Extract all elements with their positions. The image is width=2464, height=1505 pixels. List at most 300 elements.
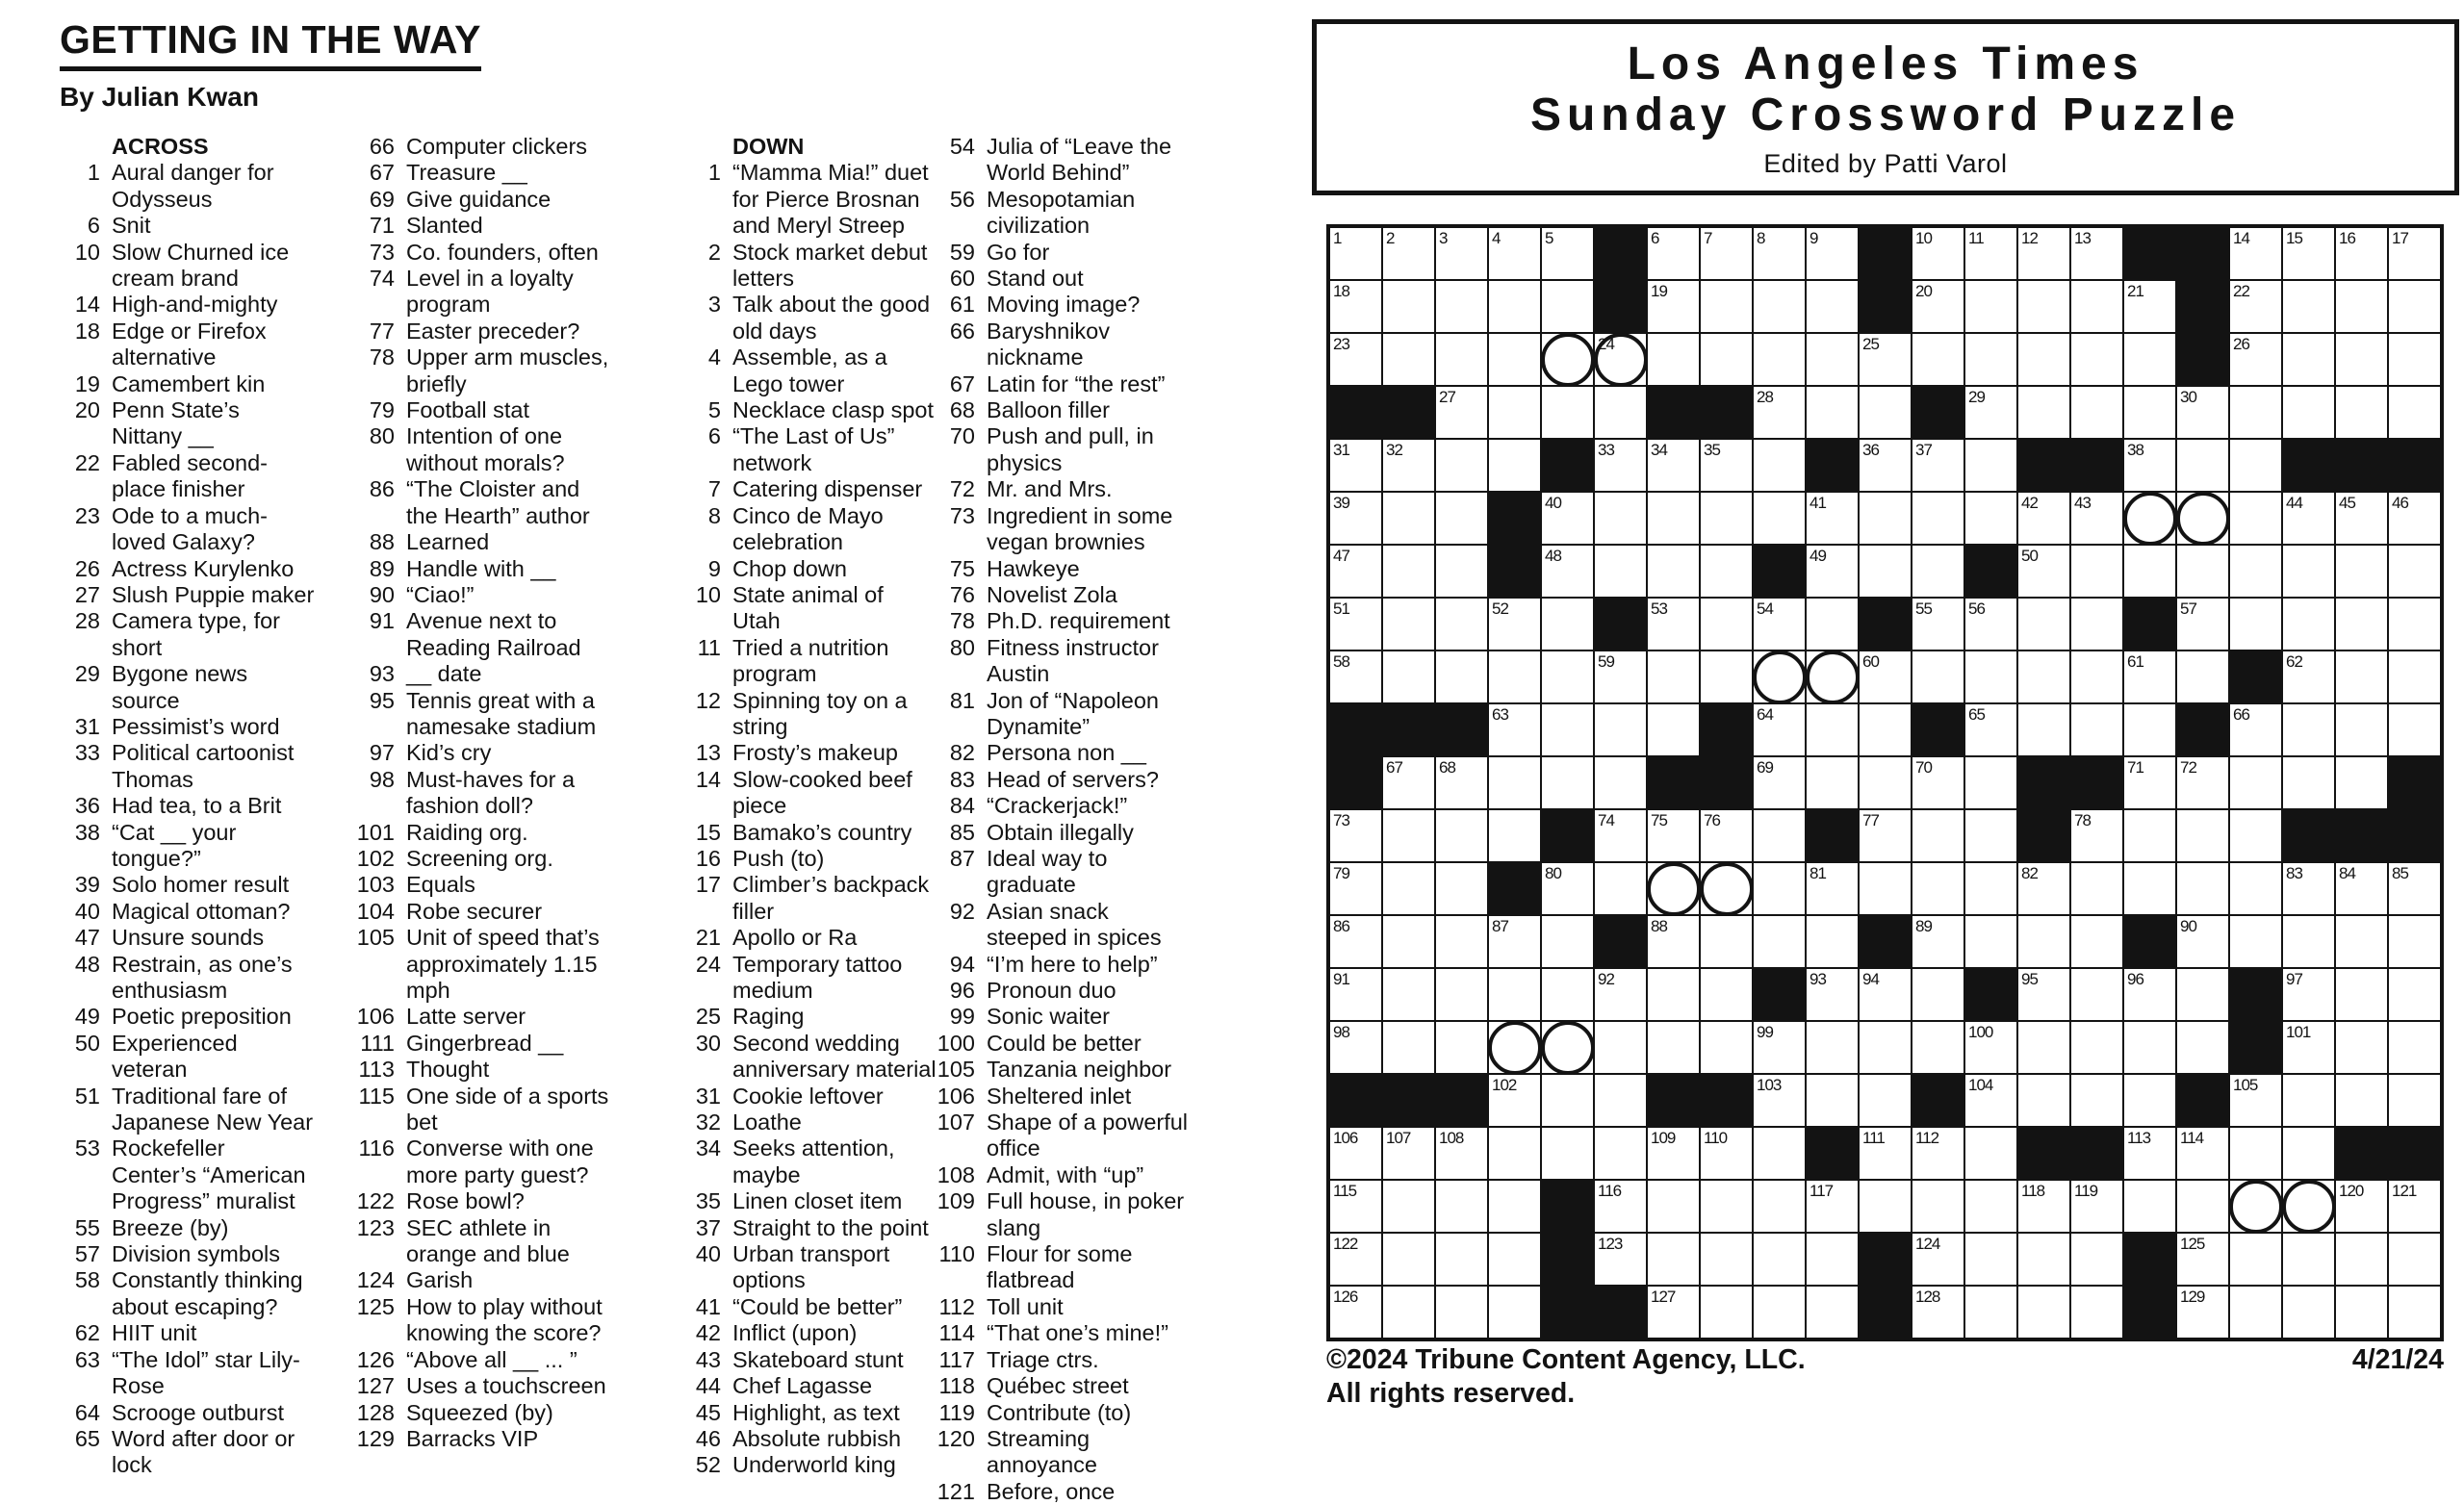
grid-cell[interactable]	[2018, 1287, 2069, 1338]
grid-cell[interactable]	[1489, 969, 1540, 1020]
grid-cell[interactable]	[2018, 334, 2069, 385]
grid-cell[interactable]	[1912, 493, 1964, 544]
grid-cell[interactable]	[1860, 810, 1911, 861]
grid-cell[interactable]	[2336, 1287, 2387, 1338]
grid-cell[interactable]	[2018, 546, 2069, 597]
grid-cell[interactable]	[2018, 969, 2069, 1020]
grid-cell[interactable]	[2283, 546, 2334, 597]
grid-cell[interactable]	[1701, 1234, 1752, 1285]
grid-cell[interactable]	[1912, 1022, 1964, 1073]
grid-cell[interactable]	[1807, 1181, 1858, 1232]
grid-cell[interactable]	[2071, 1234, 2122, 1285]
grid-cell[interactable]	[2389, 599, 2440, 650]
grid-cell[interactable]	[2283, 1022, 2334, 1073]
grid-cell[interactable]	[1754, 1128, 1805, 1179]
grid-cell[interactable]	[1912, 1128, 1964, 1179]
grid-cell[interactable]	[1542, 228, 1593, 279]
grid-cell[interactable]	[2177, 810, 2228, 861]
grid-cell[interactable]	[1860, 757, 1911, 808]
grid-cell[interactable]	[1330, 228, 1381, 279]
grid-cell[interactable]	[2389, 1075, 2440, 1126]
grid-cell[interactable]	[1701, 228, 1752, 279]
grid-cell[interactable]	[1489, 387, 1540, 438]
grid-cell[interactable]	[2389, 281, 2440, 332]
grid-cell[interactable]	[1648, 228, 1699, 279]
grid-cell[interactable]	[1754, 493, 1805, 544]
grid-cell[interactable]	[1330, 281, 1381, 332]
grid-cell[interactable]	[1701, 334, 1752, 385]
grid-cell[interactable]	[2283, 334, 2334, 385]
grid-cell[interactable]	[2124, 1022, 2175, 1073]
grid-cell[interactable]	[1383, 334, 1434, 385]
grid-cell[interactable]	[1965, 1128, 2016, 1179]
grid-cell[interactable]	[1807, 651, 1858, 702]
grid-cell[interactable]	[1912, 334, 1964, 385]
grid-cell[interactable]	[2177, 1022, 2228, 1073]
grid-cell[interactable]	[2018, 1022, 2069, 1073]
grid-cell[interactable]	[1807, 916, 1858, 967]
grid-cell[interactable]	[1489, 281, 1540, 332]
grid-cell[interactable]	[2389, 863, 2440, 914]
grid-cell[interactable]	[1648, 546, 1699, 597]
grid-cell[interactable]	[1754, 810, 1805, 861]
grid-cell[interactable]	[1489, 228, 1540, 279]
grid-cell[interactable]	[2177, 1234, 2228, 1285]
grid-cell[interactable]	[1807, 599, 1858, 650]
grid-cell[interactable]	[2283, 1075, 2334, 1126]
grid-cell[interactable]	[1383, 599, 1434, 650]
grid-cell[interactable]	[1595, 704, 1646, 755]
grid-cell[interactable]	[1383, 440, 1434, 491]
grid-cell[interactable]	[1754, 228, 1805, 279]
grid-cell[interactable]	[2336, 599, 2387, 650]
grid-cell[interactable]	[1965, 916, 2016, 967]
grid-cell[interactable]	[1860, 1181, 1911, 1232]
grid-cell[interactable]	[1436, 1287, 1487, 1338]
grid-cell[interactable]	[1965, 651, 2016, 702]
grid-cell[interactable]	[2336, 1022, 2387, 1073]
grid-cell[interactable]	[1489, 1287, 1540, 1338]
grid-cell[interactable]	[1542, 757, 1593, 808]
grid-cell[interactable]	[1542, 599, 1593, 650]
grid-cell[interactable]	[2230, 387, 2281, 438]
grid-cell[interactable]	[1965, 810, 2016, 861]
grid-cell[interactable]	[2230, 228, 2281, 279]
grid-cell[interactable]	[2230, 810, 2281, 861]
grid-cell[interactable]	[2071, 810, 2122, 861]
grid-cell[interactable]	[2071, 1075, 2122, 1126]
grid-cell[interactable]	[1383, 228, 1434, 279]
grid-cell[interactable]	[1754, 757, 1805, 808]
grid-cell[interactable]	[1701, 281, 1752, 332]
grid-cell[interactable]	[2018, 387, 2069, 438]
grid-cell[interactable]	[1965, 1022, 2016, 1073]
grid-cell[interactable]	[1383, 493, 1434, 544]
grid-cell[interactable]	[1595, 387, 1646, 438]
grid-cell[interactable]	[1701, 916, 1752, 967]
grid-cell[interactable]	[1436, 757, 1487, 808]
grid-cell[interactable]	[1489, 334, 1540, 385]
grid-cell[interactable]	[2177, 546, 2228, 597]
grid-cell[interactable]	[1330, 493, 1381, 544]
grid-cell[interactable]	[2124, 863, 2175, 914]
grid-cell[interactable]	[1595, 1234, 1646, 1285]
grid-cell[interactable]	[1807, 969, 1858, 1020]
grid-cell[interactable]	[2336, 546, 2387, 597]
grid-cell[interactable]	[1965, 757, 2016, 808]
grid-cell[interactable]	[1330, 599, 1381, 650]
grid-cell[interactable]	[1330, 863, 1381, 914]
grid-cell[interactable]	[1648, 1181, 1699, 1232]
grid-cell[interactable]	[2177, 440, 2228, 491]
grid-cell[interactable]	[1489, 1181, 1540, 1232]
grid-cell[interactable]	[1542, 281, 1593, 332]
grid-cell[interactable]	[1542, 1128, 1593, 1179]
grid-cell[interactable]	[1542, 546, 1593, 597]
grid-cell[interactable]	[2389, 916, 2440, 967]
grid-cell[interactable]	[2389, 387, 2440, 438]
grid-cell[interactable]	[2124, 1181, 2175, 1232]
grid-cell[interactable]	[2336, 228, 2387, 279]
grid-cell[interactable]	[1807, 493, 1858, 544]
grid-cell[interactable]	[1383, 810, 1434, 861]
grid-cell[interactable]	[1648, 493, 1699, 544]
grid-cell[interactable]	[1912, 1234, 1964, 1285]
grid-cell[interactable]	[1542, 651, 1593, 702]
grid-cell[interactable]	[1912, 228, 1964, 279]
grid-cell[interactable]	[1965, 440, 2016, 491]
grid-cell[interactable]	[1965, 1075, 2016, 1126]
grid-cell[interactable]	[1701, 440, 1752, 491]
grid-cell[interactable]	[2283, 651, 2334, 702]
grid-cell[interactable]	[1595, 651, 1646, 702]
grid-cell[interactable]	[1860, 334, 1911, 385]
grid-cell[interactable]	[2283, 1181, 2334, 1232]
grid-cell[interactable]	[1383, 651, 1434, 702]
grid-cell[interactable]	[1754, 440, 1805, 491]
grid-cell[interactable]	[1595, 1022, 1646, 1073]
grid-cell[interactable]	[2071, 1181, 2122, 1232]
grid-cell[interactable]	[2389, 1022, 2440, 1073]
grid-cell[interactable]	[1489, 916, 1540, 967]
grid-cell[interactable]	[1912, 546, 1964, 597]
grid-cell[interactable]	[1860, 651, 1911, 702]
grid-cell[interactable]	[2071, 1287, 2122, 1338]
grid-cell[interactable]	[1595, 334, 1646, 385]
grid-cell[interactable]	[2389, 546, 2440, 597]
grid-cell[interactable]	[2124, 387, 2175, 438]
grid-cell[interactable]	[2124, 493, 2175, 544]
grid-cell[interactable]	[2071, 228, 2122, 279]
grid-cell[interactable]	[2230, 704, 2281, 755]
grid-cell[interactable]	[2336, 387, 2387, 438]
grid-cell[interactable]	[1648, 599, 1699, 650]
grid-cell[interactable]	[2230, 493, 2281, 544]
grid-cell[interactable]	[1436, 334, 1487, 385]
grid-cell[interactable]	[2230, 334, 2281, 385]
grid-cell[interactable]	[1965, 1287, 2016, 1338]
grid-cell[interactable]	[1330, 334, 1381, 385]
grid-cell[interactable]	[2071, 1022, 2122, 1073]
grid-cell[interactable]	[2071, 334, 2122, 385]
grid-cell[interactable]	[2124, 546, 2175, 597]
grid-cell[interactable]	[2283, 969, 2334, 1020]
grid-cell[interactable]	[1965, 334, 2016, 385]
grid-cell[interactable]	[2336, 916, 2387, 967]
grid-cell[interactable]	[1807, 281, 1858, 332]
grid-cell[interactable]	[2283, 281, 2334, 332]
grid-cell[interactable]	[1701, 493, 1752, 544]
grid-cell[interactable]	[2336, 969, 2387, 1020]
grid-cell[interactable]	[1807, 863, 1858, 914]
grid-cell[interactable]	[1383, 969, 1434, 1020]
grid-cell[interactable]	[2071, 281, 2122, 332]
grid-cell[interactable]	[1436, 916, 1487, 967]
grid-cell[interactable]	[1595, 969, 1646, 1020]
grid-cell[interactable]	[1648, 281, 1699, 332]
grid-cell[interactable]	[1912, 1181, 1964, 1232]
grid-cell[interactable]	[2071, 493, 2122, 544]
grid-cell[interactable]	[1489, 1128, 1540, 1179]
grid-cell[interactable]	[2071, 651, 2122, 702]
grid-cell[interactable]	[1383, 863, 1434, 914]
grid-cell[interactable]	[2230, 599, 2281, 650]
grid-cell[interactable]	[1701, 1128, 1752, 1179]
grid-cell[interactable]	[1436, 863, 1487, 914]
grid-cell[interactable]	[1383, 1181, 1434, 1232]
grid-cell[interactable]	[1754, 281, 1805, 332]
grid-cell[interactable]	[1912, 440, 1964, 491]
grid-cell[interactable]	[2124, 440, 2175, 491]
grid-cell[interactable]	[2283, 1287, 2334, 1338]
grid-cell[interactable]	[2283, 916, 2334, 967]
grid-cell[interactable]	[2177, 651, 2228, 702]
grid-cell[interactable]	[1754, 1075, 1805, 1126]
grid-cell[interactable]	[1754, 651, 1805, 702]
grid-cell[interactable]	[1436, 546, 1487, 597]
grid-cell[interactable]	[1595, 493, 1646, 544]
grid-cell[interactable]	[1912, 757, 1964, 808]
grid-cell[interactable]	[2018, 493, 2069, 544]
grid-cell[interactable]	[1860, 969, 1911, 1020]
grid-cell[interactable]	[1754, 334, 1805, 385]
grid-cell[interactable]	[1436, 969, 1487, 1020]
grid-cell[interactable]	[1912, 969, 1964, 1020]
grid-cell[interactable]	[1542, 387, 1593, 438]
grid-cell[interactable]	[1648, 1128, 1699, 1179]
grid-cell[interactable]	[2177, 916, 2228, 967]
grid-cell[interactable]	[2230, 1234, 2281, 1285]
grid-cell[interactable]	[2071, 599, 2122, 650]
grid-cell[interactable]	[1436, 1022, 1487, 1073]
grid-cell[interactable]	[2336, 757, 2387, 808]
grid-cell[interactable]	[2283, 228, 2334, 279]
grid-cell[interactable]	[1542, 493, 1593, 544]
grid-cell[interactable]	[1595, 1181, 1646, 1232]
grid-cell[interactable]	[1701, 810, 1752, 861]
grid-cell[interactable]	[2283, 1234, 2334, 1285]
grid-cell[interactable]	[2018, 1075, 2069, 1126]
grid-cell[interactable]	[2177, 1181, 2228, 1232]
grid-cell[interactable]	[2283, 599, 2334, 650]
grid-cell[interactable]	[2230, 1287, 2281, 1338]
grid-cell[interactable]	[2018, 704, 2069, 755]
grid-cell[interactable]	[1807, 1287, 1858, 1338]
grid-cell[interactable]	[2177, 757, 2228, 808]
grid-cell[interactable]	[1595, 863, 1646, 914]
grid-cell[interactable]	[1754, 704, 1805, 755]
grid-cell[interactable]	[1330, 1022, 1381, 1073]
grid-cell[interactable]	[1383, 1022, 1434, 1073]
grid-cell[interactable]	[2336, 334, 2387, 385]
grid-cell[interactable]	[1330, 1128, 1381, 1179]
grid-cell[interactable]	[1860, 704, 1911, 755]
grid-cell[interactable]	[1965, 1181, 2016, 1232]
grid-cell[interactable]	[1595, 546, 1646, 597]
grid-cell[interactable]	[2230, 863, 2281, 914]
grid-cell[interactable]	[1807, 757, 1858, 808]
grid-cell[interactable]	[1648, 440, 1699, 491]
grid-cell[interactable]	[1648, 651, 1699, 702]
grid-cell[interactable]	[1436, 387, 1487, 438]
grid-cell[interactable]	[2389, 704, 2440, 755]
grid-cell[interactable]	[1330, 916, 1381, 967]
grid-cell[interactable]	[2389, 1181, 2440, 1232]
grid-cell[interactable]	[1701, 1287, 1752, 1338]
grid-cell[interactable]	[1330, 440, 1381, 491]
grid-cell[interactable]	[2071, 916, 2122, 967]
grid-cell[interactable]	[2018, 651, 2069, 702]
grid-cell[interactable]	[1383, 281, 1434, 332]
grid-cell[interactable]	[1436, 599, 1487, 650]
grid-cell[interactable]	[2124, 810, 2175, 861]
grid-cell[interactable]	[1542, 916, 1593, 967]
grid-cell[interactable]	[1542, 1075, 1593, 1126]
grid-cell[interactable]	[2177, 493, 2228, 544]
grid-cell[interactable]	[1754, 1181, 1805, 1232]
grid-cell[interactable]	[1807, 334, 1858, 385]
grid-cell[interactable]	[2177, 1287, 2228, 1338]
grid-cell[interactable]	[1754, 599, 1805, 650]
grid-cell[interactable]	[1489, 1234, 1540, 1285]
grid-cell[interactable]	[1489, 704, 1540, 755]
grid-cell[interactable]	[2283, 1128, 2334, 1179]
grid-cell[interactable]	[1648, 1022, 1699, 1073]
grid-cell[interactable]	[1965, 704, 2016, 755]
grid-cell[interactable]	[2389, 1234, 2440, 1285]
grid-cell[interactable]	[1912, 1287, 1964, 1338]
grid-cell[interactable]	[1860, 493, 1911, 544]
grid-cell[interactable]	[2177, 1128, 2228, 1179]
grid-cell[interactable]	[1383, 1128, 1434, 1179]
grid-cell[interactable]	[1542, 334, 1593, 385]
grid-cell[interactable]	[2177, 969, 2228, 1020]
grid-cell[interactable]	[1383, 757, 1434, 808]
grid-cell[interactable]	[2124, 281, 2175, 332]
grid-cell[interactable]	[2124, 651, 2175, 702]
grid-cell[interactable]	[2336, 704, 2387, 755]
grid-cell[interactable]	[2389, 969, 2440, 1020]
grid-cell[interactable]	[1912, 599, 1964, 650]
grid-cell[interactable]	[1965, 863, 2016, 914]
grid-cell[interactable]	[1807, 228, 1858, 279]
grid-cell[interactable]	[1807, 704, 1858, 755]
grid-cell[interactable]	[1754, 1287, 1805, 1338]
grid-cell[interactable]	[1436, 493, 1487, 544]
grid-cell[interactable]	[1595, 1075, 1646, 1126]
grid-cell[interactable]	[2283, 493, 2334, 544]
grid-cell[interactable]	[2389, 493, 2440, 544]
grid-cell[interactable]	[1542, 1022, 1593, 1073]
grid-cell[interactable]	[2071, 969, 2122, 1020]
grid-cell[interactable]	[2336, 1234, 2387, 1285]
grid-cell[interactable]	[1701, 863, 1752, 914]
grid-cell[interactable]	[1330, 969, 1381, 1020]
grid-cell[interactable]	[1860, 387, 1911, 438]
grid-cell[interactable]	[1965, 493, 2016, 544]
grid-cell[interactable]	[2124, 1128, 2175, 1179]
grid-cell[interactable]	[2071, 704, 2122, 755]
grid-cell[interactable]	[2177, 599, 2228, 650]
grid-cell[interactable]	[2177, 863, 2228, 914]
grid-cell[interactable]	[1807, 1075, 1858, 1126]
grid-cell[interactable]	[1489, 1075, 1540, 1126]
grid-cell[interactable]	[1965, 1234, 2016, 1285]
grid-cell[interactable]	[1860, 1128, 1911, 1179]
grid-cell[interactable]	[2336, 281, 2387, 332]
grid-cell[interactable]	[1436, 1234, 1487, 1285]
grid-cell[interactable]	[1436, 440, 1487, 491]
grid-cell[interactable]	[2230, 1128, 2281, 1179]
grid-cell[interactable]	[1912, 810, 1964, 861]
grid-cell[interactable]	[2018, 599, 2069, 650]
grid-cell[interactable]	[2124, 969, 2175, 1020]
grid-cell[interactable]	[1595, 810, 1646, 861]
grid-cell[interactable]	[1860, 1075, 1911, 1126]
grid-cell[interactable]	[2389, 1287, 2440, 1338]
grid-cell[interactable]	[2018, 281, 2069, 332]
grid-cell[interactable]	[2071, 387, 2122, 438]
grid-cell[interactable]	[2230, 757, 2281, 808]
grid-cell[interactable]	[1648, 863, 1699, 914]
grid-cell[interactable]	[1330, 1181, 1381, 1232]
grid-cell[interactable]	[2283, 387, 2334, 438]
grid-cell[interactable]	[1595, 1128, 1646, 1179]
grid-cell[interactable]	[1965, 228, 2016, 279]
grid-cell[interactable]	[2389, 651, 2440, 702]
grid-cell[interactable]	[1330, 1287, 1381, 1338]
grid-cell[interactable]	[1542, 704, 1593, 755]
grid-cell[interactable]	[1436, 1181, 1487, 1232]
grid-cell[interactable]	[1912, 863, 1964, 914]
grid-cell[interactable]	[1383, 1287, 1434, 1338]
grid-cell[interactable]	[2177, 387, 2228, 438]
grid-cell[interactable]	[1912, 651, 1964, 702]
grid-cell[interactable]	[1489, 1022, 1540, 1073]
grid-cell[interactable]	[1754, 1234, 1805, 1285]
grid-cell[interactable]	[2230, 440, 2281, 491]
grid-cell[interactable]	[1330, 546, 1381, 597]
grid-cell[interactable]	[2124, 1075, 2175, 1126]
grid-cell[interactable]	[2389, 334, 2440, 385]
grid-cell[interactable]	[1542, 863, 1593, 914]
grid-cell[interactable]	[1807, 1234, 1858, 1285]
grid-cell[interactable]	[1489, 810, 1540, 861]
grid-cell[interactable]	[1648, 334, 1699, 385]
grid-cell[interactable]	[1648, 1234, 1699, 1285]
grid-cell[interactable]	[2230, 281, 2281, 332]
grid-cell[interactable]	[1595, 757, 1646, 808]
